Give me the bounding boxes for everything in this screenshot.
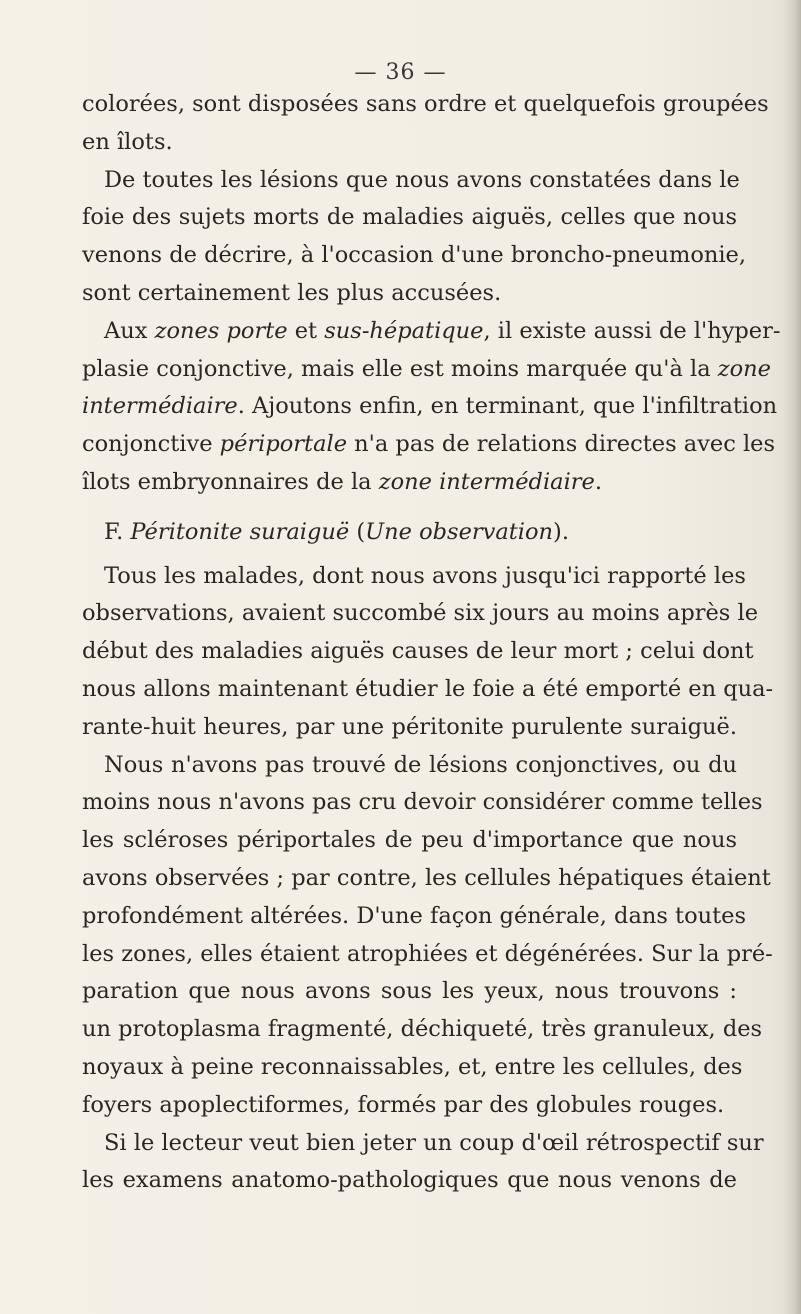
text-run: ( <box>349 518 366 545</box>
text-line <box>82 388 778 426</box>
page-number: — 36 — <box>354 60 447 85</box>
text-line: les scléroses périportales de peu d'importance que nous <box>82 827 737 854</box>
text-line: début des maladies aiguës causes de leur mort ; celui dont <box>82 638 754 665</box>
italic-term: zone intermédiaire <box>378 468 595 495</box>
text-line: colorées, sont disposées sans ordre et quelquefois groupées <box>82 91 769 117</box>
text-line: les zones, elles étaient atrophiées et dégénérées. Sur la pré- <box>82 940 773 967</box>
text-line <box>82 426 776 464</box>
italic-term: intermédiaire <box>82 393 238 420</box>
text-line: Tous les malades, dont nous avons jusqu'ici rapporté les <box>104 562 746 589</box>
text-line: avons observées ; par contre, les cellules hépatiques étaient <box>82 864 771 891</box>
text-line: observations, avaient succombé six jours au moins après le <box>82 600 759 627</box>
text-line: paration que nous avons sous les yeux, nous trouvons : <box>82 978 737 1005</box>
text-line <box>82 464 737 502</box>
italic-term: Péritonite suraiguë <box>130 518 350 545</box>
text-run: , il existe aussi de l'hyper- <box>483 317 781 344</box>
text-line: en îlots. <box>82 128 173 155</box>
text-run: conjonctive <box>82 431 220 458</box>
text-line: moins nous n'avons pas cru devoir considérer comme telles <box>82 789 763 816</box>
text-line: rante-huit heures, par une péritonite purulente suraiguë. <box>82 713 737 740</box>
text-line: un protoplasma fragmenté, déchiqueté, très granuleux, des <box>82 1016 763 1043</box>
text-line: Nous n'avons pas trouvé de lésions conjonctives, ou du <box>104 751 737 778</box>
page-edge-shadow <box>783 0 801 1314</box>
italic-term: zone <box>717 355 771 382</box>
text-run: et <box>287 317 325 344</box>
text-run: îlots embryonnaires de la <box>82 468 379 495</box>
italic-term: périportale <box>219 431 348 458</box>
italic-term: zones porte <box>154 317 288 344</box>
text-run: n'a pas de relations directes avec les <box>347 431 776 458</box>
italic-term: Une observation <box>365 518 554 545</box>
text-run: plasie conjonctive, mais elle est moins marquée qu'à la <box>82 355 718 382</box>
text-line: foyers apoplectiformes, formés par des globules rouges. <box>82 1091 725 1118</box>
text-line <box>82 351 771 389</box>
text-line: les examens anatomo-pathologiques que nous venons de <box>82 1167 737 1194</box>
text-line: sont certainement les plus accusées. <box>82 279 502 306</box>
text-line: Si le lecteur veut bien jeter un coup d'œil rétrospectif sur <box>104 1129 764 1156</box>
text-line: profondément altérées. D'une façon générale, dans toutes <box>82 902 747 929</box>
text-run: . <box>594 468 602 495</box>
text-run: . Ajoutons enfin, en terminant, que l'infiltration <box>237 393 778 420</box>
section-heading <box>82 514 737 552</box>
text-line: De toutes les lésions que nous avons constatées dans le <box>104 166 740 193</box>
text-line: venons de décrire, à l'occasion d'une broncho-pneumonie, <box>82 242 747 269</box>
text-run: Aux <box>104 317 155 344</box>
text-line <box>82 313 781 351</box>
text-line: foie des sujets morts de maladies aiguës, celles que nous <box>82 204 737 231</box>
text-run: F. <box>104 518 131 545</box>
text-line: nous allons maintenant étudier le foie a été emporté en qua- <box>82 675 774 702</box>
text-run: ). <box>553 518 569 545</box>
text-line: noyaux à peine reconnaissables, et, entre les cellules, des <box>82 1053 743 1080</box>
italic-term: sus-hépatique <box>324 317 484 344</box>
body-text <box>82 86 781 1200</box>
